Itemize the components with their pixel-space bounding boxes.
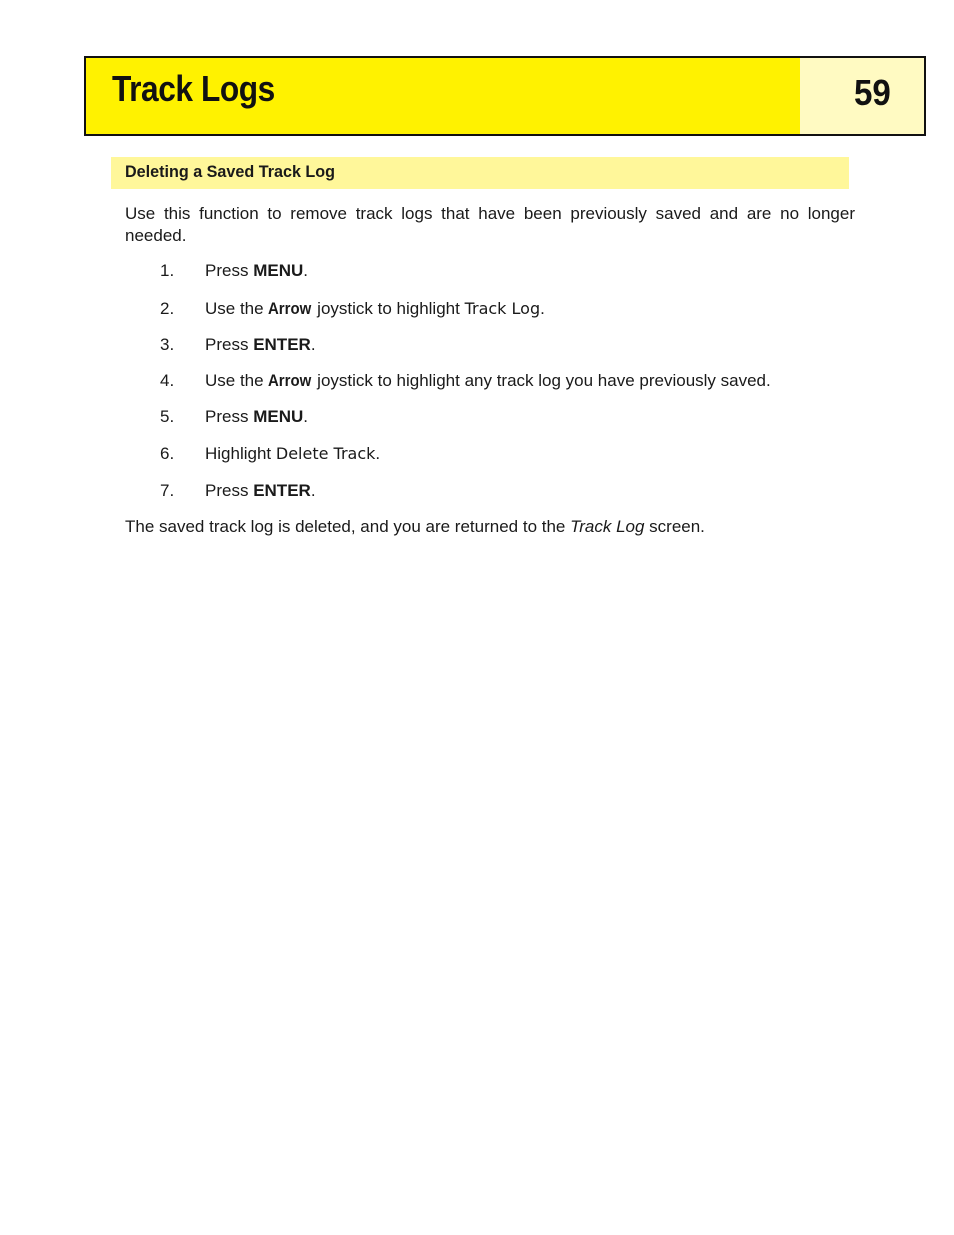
key-term: Arrow xyxy=(268,371,312,390)
screen-name: Track Log xyxy=(570,517,645,536)
page-number: 59 xyxy=(854,72,891,113)
chapter-title: Track Logs xyxy=(112,68,275,109)
step-number: 7. xyxy=(160,481,175,500)
page-header xyxy=(84,56,926,136)
step-text: Press xyxy=(205,407,254,426)
step-text: Use the xyxy=(205,371,269,390)
section-title: Deleting a Saved Track Log xyxy=(125,162,336,181)
key-term: ENTER xyxy=(253,335,311,354)
screen-name: Delete Track xyxy=(275,444,376,463)
key-term: Arrow xyxy=(268,299,312,318)
step-text: . xyxy=(310,335,316,354)
step-text: Highlight xyxy=(205,444,276,463)
step-number: 2. xyxy=(160,299,175,318)
step-text: . xyxy=(540,299,545,318)
step-5 xyxy=(160,406,308,428)
step-number: 4. xyxy=(160,371,175,390)
section-heading-bar xyxy=(111,157,849,189)
step-text: joystick to highlight xyxy=(312,299,465,318)
step-text: . xyxy=(310,481,316,500)
outro-text: The saved track log is deleted, and you are returned to the xyxy=(125,517,571,536)
step-number: 1. xyxy=(160,261,175,280)
step-4 xyxy=(160,370,771,392)
step-number: 3. xyxy=(160,335,175,354)
step-1 xyxy=(160,260,308,282)
key-term: MENU xyxy=(253,407,304,426)
intro-paragraph: Use this function to remove track logs that have been previously saved and are no longer needed. xyxy=(125,204,855,245)
step-text: Press xyxy=(205,335,254,354)
page-number-box xyxy=(800,58,924,134)
screen-name: Track Log xyxy=(464,299,541,318)
step-text: . xyxy=(303,261,308,280)
step-text: Press xyxy=(205,261,254,280)
step-7 xyxy=(160,480,316,502)
step-text: joystick to highlight any track log you have previously saved. xyxy=(312,371,771,390)
step-2 xyxy=(160,298,545,320)
outro-text: screen. xyxy=(644,517,705,536)
outro-paragraph xyxy=(125,516,705,538)
step-text: Press xyxy=(205,481,254,500)
step-number: 6. xyxy=(160,444,175,463)
step-number: 5. xyxy=(160,407,175,426)
step-text: . xyxy=(303,407,308,426)
step-text: Use the xyxy=(205,299,269,318)
step-3 xyxy=(160,334,316,356)
step-6 xyxy=(160,443,380,465)
step-text: . xyxy=(375,444,381,463)
key-term: MENU xyxy=(253,261,304,280)
key-term: ENTER xyxy=(253,481,311,500)
